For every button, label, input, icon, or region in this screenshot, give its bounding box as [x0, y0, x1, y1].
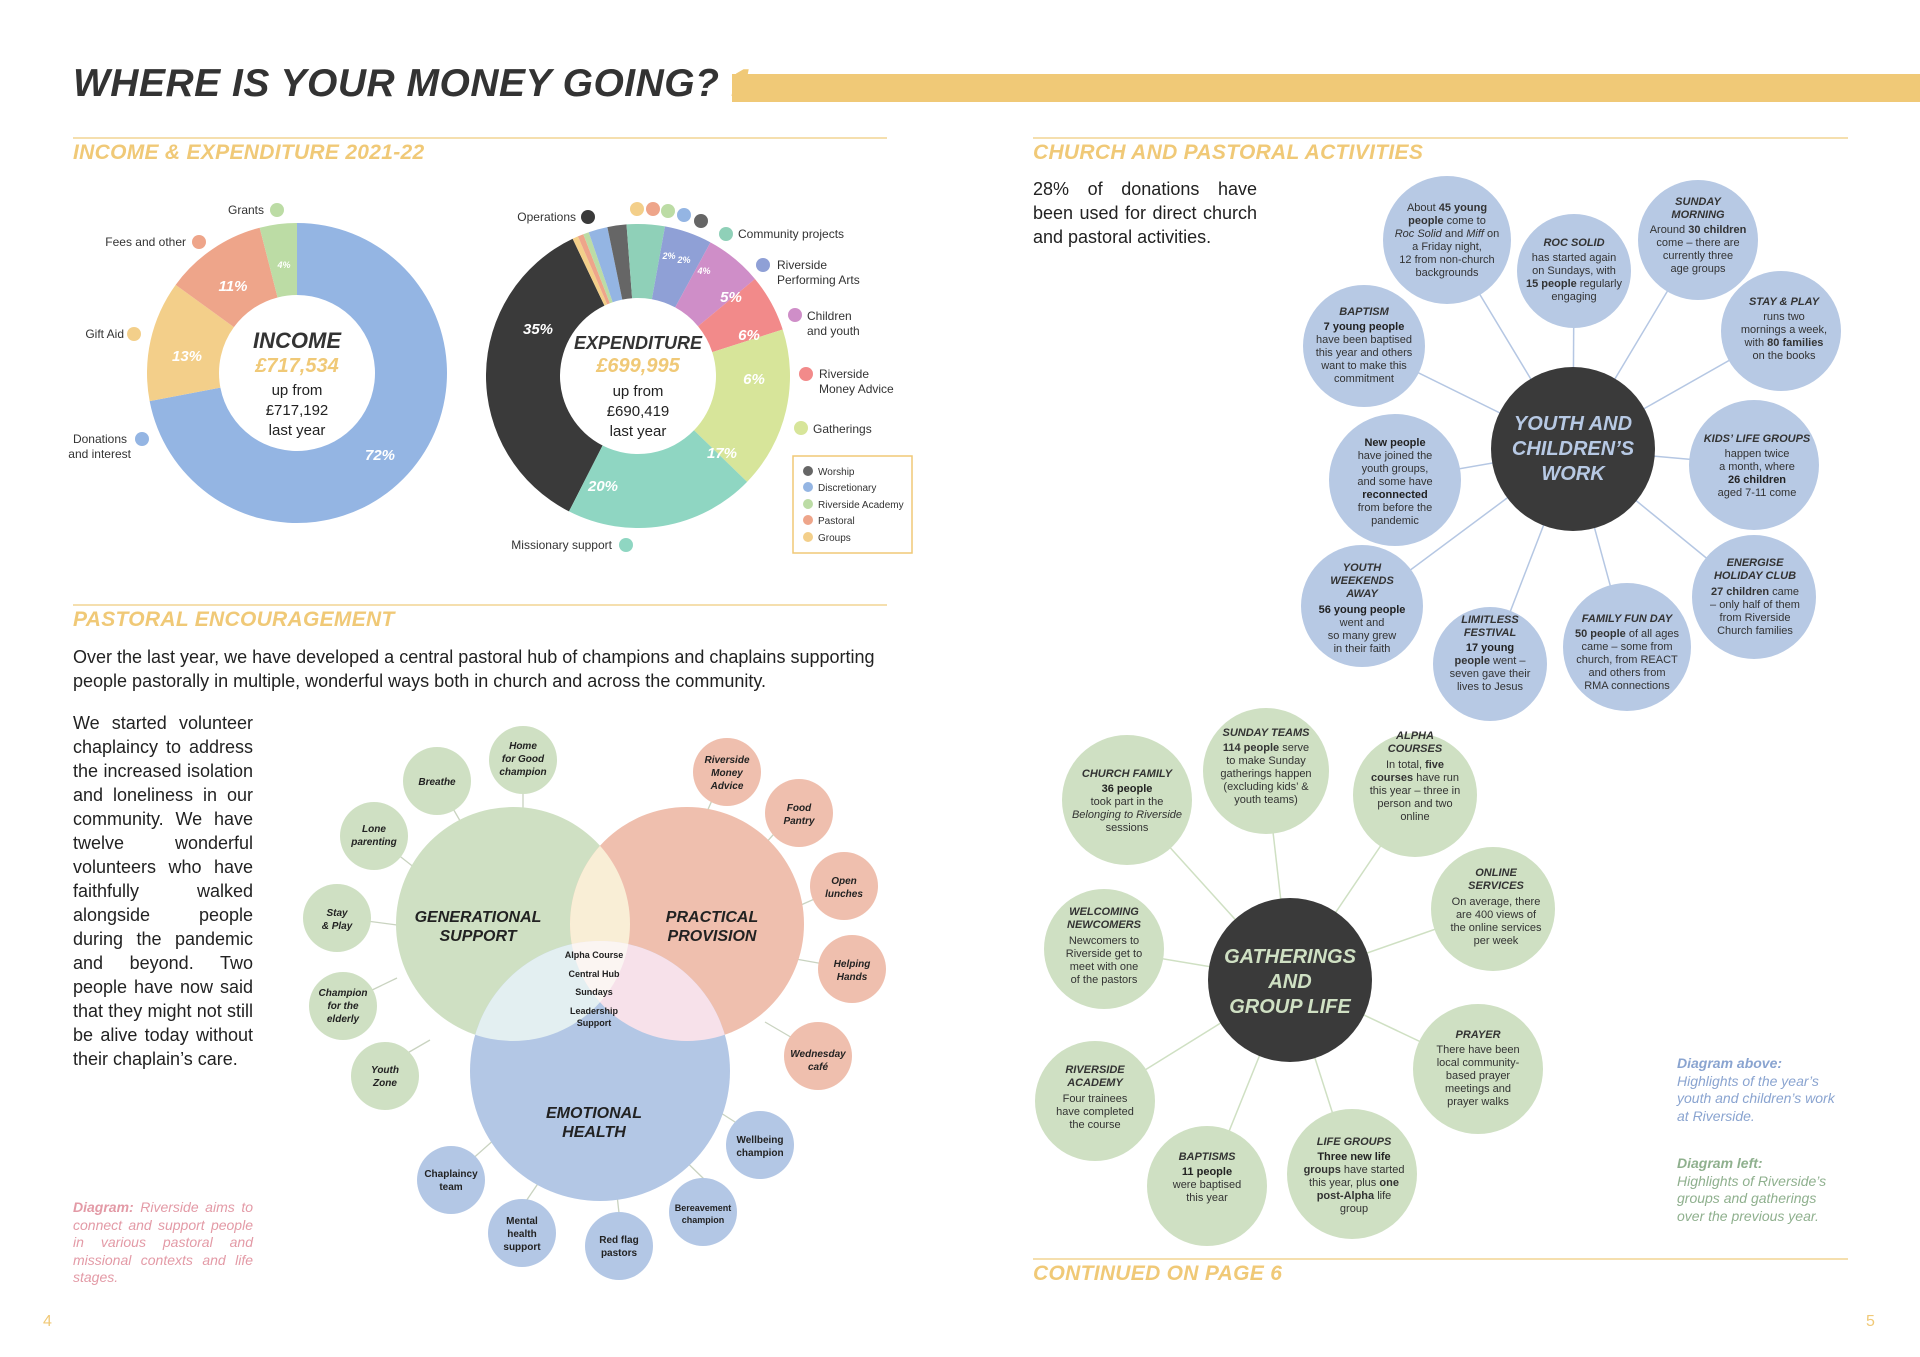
- node-text: sessions: [1105, 822, 1149, 834]
- node-heading: ROC SOLID: [1543, 237, 1605, 249]
- venn-centre-item: Alpha Course: [564, 950, 624, 960]
- node-heading: BAPTISMS: [1178, 1151, 1236, 1163]
- exp-label-performing-arts-2: Performing Arts: [777, 273, 860, 287]
- node-text: Pantry: [783, 816, 815, 827]
- node-text: support: [503, 1242, 541, 1253]
- node-text: 56 young people: [1318, 604, 1406, 616]
- node-text: on the books: [1752, 350, 1816, 362]
- income-dot-donations: [135, 432, 149, 446]
- node-heading: LIFE GROUPS: [1316, 1136, 1392, 1148]
- node-text: Champion: [318, 988, 368, 999]
- income-dot-grants: [270, 203, 284, 217]
- exp-dot-community: [719, 227, 733, 241]
- node-heading: ALPHA: [1396, 730, 1434, 742]
- node-text: elderly: [326, 1014, 360, 1025]
- node-text: groups have started: [1303, 1164, 1405, 1176]
- venn-centre-item: Central Hub: [568, 969, 620, 979]
- node-heading: FAMILY FUN DAY: [1581, 613, 1673, 625]
- node-text: people come to: [1408, 215, 1486, 227]
- youth-node-baptism: [1303, 285, 1425, 407]
- node-text: Around 30 children: [1649, 224, 1747, 236]
- node-text: per week: [1473, 935, 1519, 947]
- node-text: on Sundays, with: [1532, 265, 1616, 277]
- node-text: with 80 families: [1744, 337, 1824, 349]
- node-text: happen twice: [1724, 448, 1790, 460]
- income-donut-chart: [68, 203, 447, 523]
- exp-label-operations: Operations: [517, 210, 576, 224]
- church-activities-heading: CHURCH AND PASTORAL ACTIVITIES: [1033, 141, 1424, 164]
- node-text: engaging: [1551, 291, 1597, 303]
- node-text: Stay: [326, 908, 348, 919]
- node-heading: RIVERSIDE: [1065, 1064, 1125, 1076]
- exp-dot-discretionary: [677, 208, 691, 222]
- node-text: parenting: [351, 837, 397, 848]
- node-text: 26 children: [1727, 474, 1787, 486]
- node-text: prayer walks: [1447, 1096, 1509, 1108]
- emotional-label-1: EMOTIONAL: [546, 1105, 642, 1122]
- caption-line: Highlights of the year’s: [1677, 1072, 1819, 1089]
- caption-head: Diagram:: [73, 1199, 134, 1215]
- gatherings-hub-line3: GROUP LIFE: [1229, 996, 1351, 1018]
- pastoral-venn-diagram: [303, 726, 886, 1280]
- youth-hub-line3: WORK: [1541, 463, 1605, 485]
- church-intro-line-2: been used for direct church: [1033, 203, 1257, 223]
- node-text: from before the: [1357, 502, 1433, 514]
- node-text: currently three: [1662, 250, 1734, 262]
- income-label-donations-2: and interest: [68, 447, 131, 461]
- generational-label-2: SUPPORT: [439, 928, 517, 945]
- node-text: 15 people regularly: [1526, 278, 1622, 290]
- node-text: 11 people: [1181, 1166, 1233, 1178]
- gatherings-hub-line1: GATHERINGS: [1224, 946, 1356, 968]
- node-text: are 400 views of: [1455, 909, 1537, 921]
- node-text: this year and others: [1315, 347, 1413, 359]
- node-text: people went –: [1454, 655, 1526, 667]
- node-text: Wednesday: [790, 1049, 846, 1060]
- node-text: Hands: [836, 972, 868, 983]
- node-text: gatherings happen: [1220, 768, 1312, 780]
- legend-swatch: [803, 532, 813, 542]
- income-label-fees: Fees and other: [105, 235, 186, 249]
- caption-line: over the previous year.: [1677, 1207, 1819, 1224]
- pastoral-heading: PASTORAL ENCOURAGEMENT: [73, 608, 395, 631]
- node-text: There have been: [1436, 1044, 1520, 1056]
- legend-swatch: [803, 482, 813, 492]
- node-text: youth groups,: [1361, 463, 1429, 475]
- node-text: café: [807, 1062, 829, 1073]
- node-youth-zone: [351, 1042, 419, 1110]
- exp-center-line1: up from: [612, 383, 664, 400]
- youth-children-mindmap: [1301, 176, 1841, 721]
- node-text: from Riverside: [1719, 612, 1791, 624]
- gatherings-mindmap: [1035, 708, 1555, 1246]
- pastoral-intro: Over the last year, we have developed a central pastoral hub of champions and chaplains supporting people pastorally in multiple, wonderful ways both in church and across the community.: [73, 647, 875, 691]
- node-text: of the pastors: [1070, 974, 1138, 986]
- node-heading: LIMITLESS: [1461, 614, 1519, 626]
- node-text: Lone: [362, 824, 386, 835]
- legend-item: Groups: [818, 533, 851, 544]
- node-text: 50 people of all ages: [1575, 628, 1679, 640]
- node-text: About 45 young: [1406, 202, 1488, 214]
- node-text: Open: [831, 876, 857, 887]
- income-center-line2: £717,192: [265, 402, 329, 419]
- exp-dot-academy: [661, 204, 675, 218]
- node-text: courses have run: [1370, 772, 1460, 784]
- node-text: champion: [499, 767, 547, 778]
- node-red-flag-pastors: [585, 1212, 653, 1280]
- node-text: Riverside get to: [1065, 948, 1143, 960]
- node-text: this year – three in: [1369, 785, 1461, 797]
- node-heading: HOLIDAY CLUB: [1713, 570, 1797, 582]
- exp-pct-missionary: 20%: [587, 478, 619, 495]
- node-text: lives to Jesus: [1456, 681, 1524, 693]
- node-heading: SUNDAY: [1675, 196, 1721, 208]
- income-center-line1: up from: [271, 382, 323, 399]
- node-text: come – there are: [1656, 237, 1740, 249]
- venn-centre-item: Leadership: [569, 1006, 619, 1016]
- node-text: local community-: [1436, 1057, 1520, 1069]
- node-text: 7 young people: [1323, 321, 1405, 333]
- legend-item: Pastoral: [818, 516, 855, 527]
- legend-item: Riverside Academy: [818, 500, 904, 511]
- node-text: group: [1339, 1203, 1369, 1215]
- node-heading: ACADEMY: [1067, 1077, 1123, 1089]
- node-text: and others from: [1588, 667, 1666, 679]
- node-text: Advice: [710, 781, 744, 792]
- node-text: seven gave their: [1449, 668, 1531, 680]
- node-text: 114 people serve: [1222, 742, 1310, 754]
- node-text: and some have: [1357, 476, 1433, 488]
- exp-label-children-2: and youth: [807, 324, 860, 338]
- caption-body: Riverside aims to connect and support people in various pastoral and missional contexts and life stages.: [73, 1199, 253, 1285]
- node-text: post-Alpha life: [1316, 1190, 1392, 1202]
- node-chaplaincy-team: [417, 1146, 485, 1214]
- node-heading: ONLINE: [1475, 867, 1517, 879]
- income-pct-fees: 11%: [218, 278, 248, 295]
- node-text: backgrounds: [1415, 267, 1479, 279]
- income-pct-donations: 72%: [364, 447, 396, 464]
- caption-head: Diagram left:: [1677, 1155, 1763, 1171]
- income-expenditure-heading: INCOME & EXPENDITURE 2021-22: [73, 141, 425, 164]
- node-text: meet with one: [1069, 961, 1139, 973]
- node-text: for the: [327, 1001, 359, 1012]
- caption-line: groups and gatherings: [1677, 1190, 1817, 1206]
- node-text: a Friday night,: [1412, 241, 1482, 253]
- node-heading: PRAYER: [1455, 1029, 1501, 1041]
- expenditure-segment-0: [486, 239, 604, 512]
- exp-pct-money-advice: 6%: [743, 371, 765, 388]
- node-text: Home: [509, 741, 537, 752]
- node-text: Breathe: [418, 777, 456, 788]
- node-text: based prayer: [1445, 1070, 1511, 1082]
- node-heading: YOUTH: [1342, 562, 1382, 574]
- page-number-right: 5: [1866, 1313, 1875, 1330]
- node-heading: WEEKENDS: [1330, 575, 1394, 587]
- caption-line: youth and children’s work: [1677, 1090, 1835, 1106]
- node-text: church, from REACT: [1576, 654, 1678, 666]
- node-heading: FESTIVAL: [1463, 627, 1517, 639]
- node-text: Bereavement: [674, 1203, 732, 1213]
- exp-dot-money-advice: [799, 367, 813, 381]
- income-center-line3: last year: [268, 422, 326, 439]
- income-label-gift-aid: Gift Aid: [85, 327, 124, 341]
- node-text: Riverside: [704, 755, 750, 766]
- exp-center-line3: last year: [609, 423, 667, 440]
- node-text: (excluding kids’ &: [1223, 781, 1309, 793]
- node-text: have completed: [1056, 1106, 1134, 1118]
- legend-swatch: [803, 499, 813, 509]
- node-text: the online services: [1450, 922, 1542, 934]
- youth-hub-line1: YOUTH AND: [1513, 413, 1633, 435]
- legend-item: Discretionary: [818, 483, 877, 494]
- exp-dot-pastoral: [646, 202, 660, 216]
- node-heading: COURSES: [1387, 743, 1443, 755]
- node-text: runs two: [1763, 311, 1805, 323]
- node-text: has started again: [1531, 252, 1617, 264]
- node-text: came – some from: [1581, 641, 1673, 653]
- exp-label-money-advice-1: Riverside: [819, 367, 870, 381]
- node-text: Youth: [371, 1065, 399, 1076]
- node-text: health: [507, 1229, 537, 1240]
- node-text: champion: [736, 1148, 784, 1159]
- income-dot-gift-aid: [127, 327, 141, 341]
- church-intro-line-3: and pastoral activities.: [1033, 227, 1212, 247]
- exp-label-children-1: Children: [807, 309, 852, 323]
- caption-line: at Riverside.: [1677, 1107, 1755, 1124]
- node-text: took part in the: [1090, 796, 1164, 808]
- exp-dot-gatherings: [794, 421, 808, 435]
- legend-item: Worship: [818, 467, 855, 478]
- node-text: Wellbeing: [736, 1135, 784, 1146]
- church-intro-line-1: 28% of donations have: [1033, 179, 1257, 199]
- node-heading: NEWCOMERS: [1067, 919, 1141, 931]
- venn-centre-item: Support: [576, 1018, 612, 1028]
- page-number-left: 4: [43, 1313, 52, 1330]
- exp-pct-discretionary: 2%: [662, 251, 676, 261]
- node-text: reconnected: [1362, 489, 1428, 501]
- node-text: Roc Solid and Miff on: [1394, 228, 1500, 240]
- node-text: pandemic: [1371, 515, 1419, 527]
- legend-swatch: [803, 515, 813, 525]
- gatherings-hub-line2: AND: [1268, 971, 1312, 993]
- node-text: Helping: [833, 959, 871, 970]
- income-dot-fees: [192, 235, 206, 249]
- exp-label-gatherings: Gatherings: [813, 422, 872, 436]
- node-text: to make Sunday: [1226, 755, 1306, 767]
- node-heading: SUNDAY TEAMS: [1222, 727, 1310, 739]
- gather-node-prayer: [1413, 1004, 1543, 1134]
- node-text: pastors: [600, 1248, 638, 1259]
- node-text: 27 children came: [1710, 586, 1800, 598]
- exp-label-missionary: Missionary support: [511, 538, 612, 552]
- node-text: Mental: [506, 1216, 538, 1227]
- node-text: Chaplaincy: [424, 1169, 478, 1180]
- exp-pct-worship: 2%: [677, 255, 691, 265]
- exp-pct-gatherings: 17%: [706, 445, 738, 462]
- exp-label-performing-arts-1: Riverside: [777, 258, 828, 272]
- exp-pct-children: 6%: [738, 327, 760, 344]
- node-text: 17 young: [1465, 642, 1515, 654]
- youth-node-45-young-people: [1383, 176, 1511, 304]
- node-text: commitment: [1334, 373, 1394, 385]
- caption-head: Diagram above:: [1677, 1055, 1783, 1071]
- node-heading: MORNING: [1671, 209, 1725, 221]
- practical-label-1: PRACTICAL: [665, 909, 759, 926]
- income-pct-gift-aid: 13%: [171, 348, 203, 365]
- page-title-text: WHERE IS YOUR MONEY GOING?: [73, 62, 720, 105]
- node-text: RMA connections: [1584, 680, 1670, 692]
- node-text: Three new life: [1317, 1151, 1391, 1163]
- caption-line: Highlights of Riverside’s: [1677, 1172, 1827, 1189]
- node-text: a month, where: [1719, 461, 1795, 473]
- node-text: aged 7-11 come: [1717, 487, 1797, 499]
- node-text: so many grew: [1327, 630, 1397, 642]
- node-text: for Good: [501, 754, 545, 765]
- generational-label-1: GENERATIONAL: [414, 909, 542, 926]
- node-lone-parenting: [340, 802, 408, 870]
- exp-dot-operations: [581, 210, 595, 224]
- node-text: Red flag: [599, 1235, 639, 1246]
- exp-pct-operations: 35%: [522, 321, 554, 338]
- node-text: this year: [1186, 1192, 1228, 1204]
- income-label-donations-1: Donations: [72, 432, 127, 446]
- exp-label-community: Community projects: [738, 227, 845, 241]
- node-text: New people: [1364, 437, 1426, 449]
- income-pct-grants: 4%: [277, 260, 291, 270]
- node-text: youth teams): [1234, 794, 1298, 806]
- node-heading: CHURCH FAMILY: [1081, 768, 1173, 780]
- legend-swatch: [803, 466, 813, 476]
- node-text: have been baptised: [1315, 334, 1413, 346]
- node-text: – only half of them: [1710, 599, 1800, 611]
- node-text: In total, five: [1385, 759, 1445, 771]
- node-text: On average, there: [1451, 896, 1541, 908]
- income-center-title: INCOME: [253, 328, 341, 353]
- node-text: lunches: [825, 889, 863, 900]
- exp-pct-community: 4%: [697, 266, 711, 276]
- income-label-grants: Grants: [227, 203, 264, 217]
- expenditure-legend: [793, 456, 912, 553]
- pastoral-body: We started volunteer chaplaincy to address the increased isolation and loneliness in our community. We have twelve wonderful volunteers who have faithfully walked alongside people during the pandemic and beyond. Two people have now said that they might not still be alive today without their chaplain’s care.: [73, 713, 253, 1069]
- exp-center-amount: £699,995: [596, 355, 680, 377]
- exp-dot-groups: [630, 202, 644, 216]
- node-text: champion: [681, 1215, 725, 1225]
- node-heading: WELCOMING: [1069, 906, 1139, 918]
- node-text: 36 people: [1101, 783, 1153, 795]
- node-heading: STAY & PLAY: [1748, 296, 1820, 308]
- node-text: 12 from non-church: [1399, 254, 1495, 266]
- node-text: person and two: [1377, 798, 1453, 810]
- node-text: & Play: [321, 921, 353, 932]
- income-center-amount: £717,534: [255, 355, 339, 377]
- exp-center-line2: £690,419: [606, 403, 670, 420]
- node-text: mornings a week,: [1740, 324, 1828, 336]
- node-text: want to make this: [1321, 360, 1407, 372]
- venn-centre-item: Sundays: [575, 987, 613, 997]
- node-text: online: [1400, 811, 1430, 823]
- emotional-label-2: HEALTH: [562, 1124, 626, 1141]
- node-text: team: [439, 1182, 463, 1193]
- expenditure-donut-chart: [486, 202, 912, 553]
- exp-dot-performing-arts: [756, 258, 770, 272]
- node-text: Newcomers to: [1068, 935, 1140, 947]
- node-text: Food: [786, 803, 812, 814]
- exp-dot-children: [788, 308, 802, 322]
- node-text: in their faith: [1333, 643, 1391, 655]
- node-heading: BAPTISM: [1339, 306, 1389, 318]
- continued-heading: CONTINUED ON PAGE 6: [1033, 1262, 1283, 1285]
- node-text: Zone: [373, 1078, 397, 1089]
- node-text: were baptised: [1172, 1179, 1242, 1191]
- node-heading: AWAY: [1346, 588, 1378, 600]
- youth-hub-line2: CHILDREN’S: [1511, 438, 1635, 460]
- node-heading: KIDS’ LIFE GROUPS: [1703, 433, 1811, 445]
- practical-label-2: PROVISION: [667, 928, 757, 945]
- node-text: age groups: [1670, 263, 1726, 275]
- node-text: Money: [711, 768, 743, 779]
- exp-center-title: EXPENDITURE: [573, 333, 703, 353]
- exp-pct-performing-arts: 5%: [720, 289, 742, 306]
- node-text: the course: [1069, 1119, 1121, 1131]
- node-heading: SERVICES: [1468, 880, 1524, 892]
- exp-label-money-advice-2: Money Advice: [819, 382, 894, 396]
- exp-dot-worship: [694, 214, 708, 228]
- node-text: Belonging to Riverside: [1071, 809, 1183, 821]
- node-heading: ENERGISE: [1726, 557, 1784, 569]
- node-text: went and: [1339, 617, 1385, 629]
- node-text: meetings and: [1444, 1083, 1512, 1095]
- node-text: Four trainees: [1062, 1093, 1128, 1105]
- exp-dot-missionary: [619, 538, 633, 552]
- node-text: Church families: [1717, 625, 1793, 637]
- node-text: this year, plus one: [1309, 1177, 1399, 1189]
- node-text: have joined the: [1357, 450, 1433, 462]
